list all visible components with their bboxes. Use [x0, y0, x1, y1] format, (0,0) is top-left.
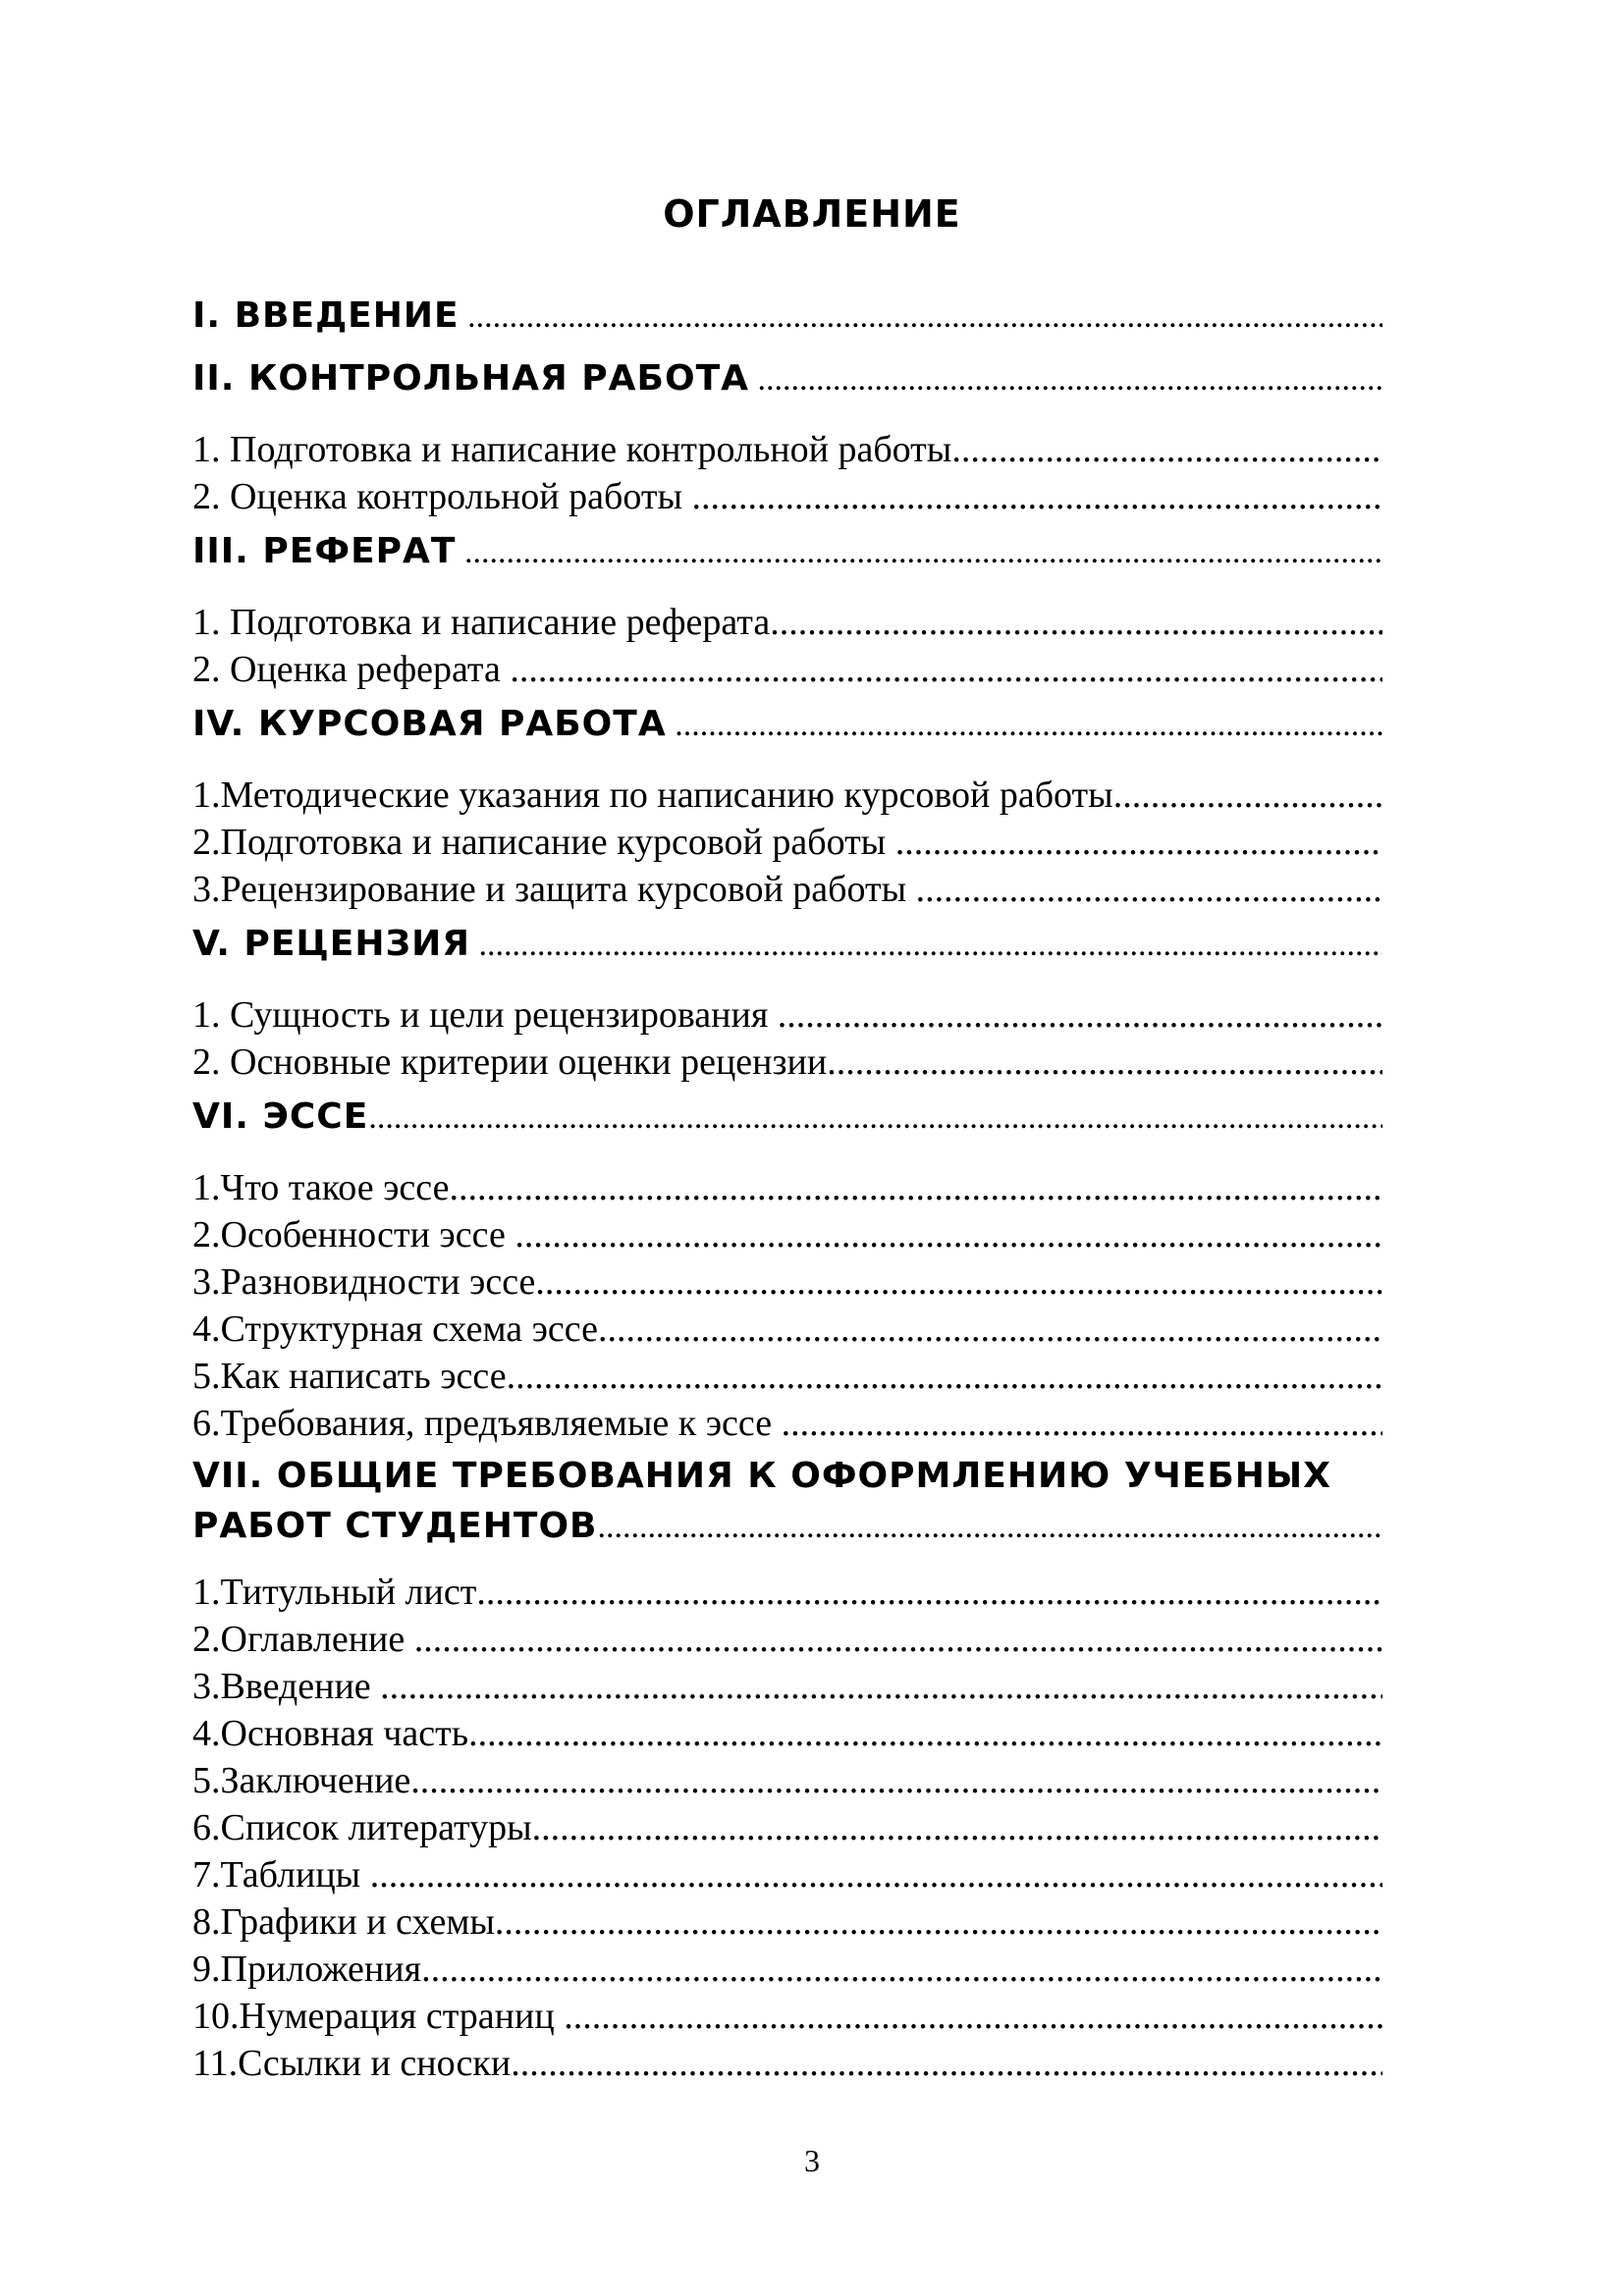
- toc-entry-text: Структурная схема эссе: [220, 1308, 598, 1350]
- toc-entry-number: 4.: [192, 1308, 221, 1350]
- toc-entry[interactable]: [192, 772, 1382, 819]
- toc-heading-text: I. ВВЕДЕНИЕ: [192, 295, 460, 336]
- dot-leader: [916, 866, 1382, 913]
- dot-leader: [667, 694, 1382, 756]
- toc-entry-number: 1.: [192, 602, 221, 643]
- dot-leader: [507, 1353, 1382, 1400]
- toc-entry[interactable]: [192, 2040, 1382, 2087]
- toc-entry-number: 10.: [192, 1996, 240, 2037]
- toc-entry-text: Особенности эссе: [220, 1214, 506, 1255]
- toc-entry[interactable]: [192, 819, 1382, 866]
- toc-entry-text: Введение: [220, 1666, 371, 1707]
- toc-entry[interactable]: [192, 991, 1382, 1039]
- toc-section-heading[interactable]: [192, 520, 1382, 583]
- dot-leader: [380, 1663, 1382, 1710]
- dot-leader: [827, 1039, 1382, 1086]
- toc-entry[interactable]: [192, 1946, 1382, 1993]
- toc-entry-number: 1.: [192, 429, 221, 470]
- toc-entry-text: Графики и схемы: [220, 1901, 495, 1943]
- toc-entry-number: 2.: [192, 476, 221, 517]
- toc-entry[interactable]: [192, 1569, 1382, 1616]
- toc-entry-text: Титульный лист: [220, 1572, 477, 1613]
- toc-entry[interactable]: [192, 1757, 1382, 1804]
- toc-entry-number: 9.: [192, 1949, 221, 1990]
- toc-heading-text: VII. ОБЩИЕ ТРЕБОВАНИЯ К ОФОРМЛЕНИЮ УЧЕБНЫХ: [192, 1456, 1331, 1496]
- toc-entry[interactable]: [192, 1353, 1382, 1400]
- toc-entry-number: 4.: [192, 1713, 221, 1754]
- toc-entry-text: Заключение: [220, 1760, 411, 1801]
- toc-entry-number: 2.: [192, 1041, 221, 1083]
- dot-leader: [598, 1501, 1383, 1553]
- toc-entry-number: 1.: [192, 774, 221, 816]
- toc-entry[interactable]: [192, 473, 1382, 520]
- toc-entry-number: 8.: [192, 1901, 221, 1943]
- dot-leader: [895, 819, 1382, 866]
- toc-entry-text: Оценка реферата: [230, 649, 501, 690]
- toc-entry[interactable]: [192, 1710, 1382, 1757]
- toc-section-heading[interactable]: [192, 913, 1382, 976]
- toc-entry-number: 1.: [192, 994, 221, 1036]
- dot-leader: [368, 1087, 1382, 1148]
- toc-entry[interactable]: [192, 1898, 1382, 1946]
- toc-entry-text: Оглавление: [220, 1619, 406, 1660]
- dot-leader: [564, 1993, 1382, 2040]
- dot-leader: [1113, 772, 1382, 819]
- toc-entry-number: 3.: [192, 869, 221, 910]
- dot-leader: [468, 1710, 1382, 1757]
- toc-entry[interactable]: [192, 866, 1382, 913]
- toc-entry[interactable]: [192, 1164, 1382, 1211]
- dot-leader: [511, 2040, 1382, 2087]
- dot-leader: [951, 426, 1382, 473]
- dot-leader: [782, 1400, 1382, 1447]
- toc-entry-number: 2.: [192, 1214, 221, 1255]
- toc-entry-text: Приложения: [220, 1949, 422, 1990]
- toc-entry[interactable]: [192, 1211, 1382, 1258]
- toc-entry-number: 2.: [192, 822, 221, 863]
- toc-entry-text: Что такое эссе: [220, 1167, 450, 1208]
- dot-leader: [770, 599, 1382, 646]
- page-number: 3: [804, 2143, 820, 2178]
- dot-leader: [456, 521, 1382, 583]
- dot-leader: [749, 348, 1382, 410]
- toc-entry-text: Оценка контрольной работы: [230, 476, 682, 517]
- toc-entry-number: 1.: [192, 1572, 221, 1613]
- dot-leader: [449, 1164, 1382, 1211]
- toc-section-heading[interactable]: [192, 1086, 1382, 1148]
- toc-entry[interactable]: [192, 1039, 1382, 1086]
- toc-entry-text: Методические указания по написанию курсовой работы: [220, 774, 1113, 816]
- toc-entry-number: 11.: [192, 2043, 239, 2084]
- toc-entry[interactable]: [192, 426, 1382, 473]
- toc-entry[interactable]: [192, 1851, 1382, 1898]
- toc-entry[interactable]: [192, 1306, 1382, 1353]
- dot-leader: [460, 286, 1382, 347]
- dot-leader: [476, 1569, 1382, 1616]
- toc-entry-number: 1.: [192, 1167, 221, 1208]
- toc-section-heading[interactable]: [192, 347, 1382, 410]
- toc-entry-number: 5.: [192, 1356, 221, 1397]
- dot-leader: [514, 1211, 1382, 1258]
- toc-entry-text: Ссылки и сноски: [238, 2043, 512, 2084]
- toc-entry[interactable]: [192, 599, 1382, 646]
- toc-section-heading[interactable]: [192, 693, 1382, 756]
- toc-entry-number: 2.: [192, 649, 221, 690]
- dot-leader: [410, 1757, 1382, 1804]
- toc-heading-text: V. РЕЦЕНЗИЯ: [192, 924, 470, 964]
- toc-entry-text: Требования, предъявляемые к эссе: [220, 1403, 773, 1444]
- dot-leader: [470, 914, 1382, 976]
- toc-entry[interactable]: [192, 1663, 1382, 1710]
- toc-entry-number: 6.: [192, 1807, 221, 1848]
- toc-entry-text: Нумерация страниц: [239, 1996, 555, 2037]
- toc-entry-number: 3.: [192, 1261, 221, 1303]
- toc-entry[interactable]: [192, 1400, 1382, 1447]
- toc-section-heading[interactable]: [192, 285, 1382, 347]
- toc-entry[interactable]: [192, 1804, 1382, 1851]
- toc-heading-text: III. РЕФЕРАТ: [192, 531, 457, 571]
- dot-leader: [370, 1851, 1382, 1898]
- toc-section-heading[interactable]: [192, 1453, 1382, 1553]
- dot-leader: [510, 646, 1382, 693]
- toc-entry[interactable]: [192, 1258, 1382, 1306]
- toc-entry-text: Таблицы: [220, 1854, 361, 1896]
- table-of-contents: [192, 285, 1382, 2087]
- toc-entry-text: Рецензирование и защита курсовой работы: [220, 869, 907, 910]
- toc-entry-text: Сущность и цели рецензирования: [230, 994, 769, 1036]
- toc-heading-text: II. КОНТРОЛЬНАЯ РАБОТА: [192, 358, 749, 399]
- toc-heading-text: VI. ЭССЕ: [192, 1096, 369, 1137]
- dot-leader: [532, 1804, 1382, 1851]
- toc-entry-text: Разновидности эссе: [220, 1261, 536, 1303]
- toc-entry-number: 3.: [192, 1666, 221, 1707]
- toc-entry-number: 6.: [192, 1403, 221, 1444]
- toc-entry-text: Список литературы: [220, 1807, 532, 1848]
- dot-leader: [414, 1616, 1382, 1663]
- toc-entry-text: Как написать эссе: [220, 1356, 507, 1397]
- dot-leader: [495, 1898, 1382, 1946]
- toc-entry-text: Подготовка и написание контрольной работы: [230, 429, 952, 470]
- toc-heading-text: РАБОТ СТУДЕНТОВ: [192, 1506, 598, 1546]
- toc-entry[interactable]: [192, 646, 1382, 693]
- toc-entry-text: Подготовка и написание курсовой работы: [220, 822, 887, 863]
- dot-leader: [598, 1306, 1382, 1353]
- toc-entry-text: Основная часть: [220, 1713, 469, 1754]
- dot-leader: [421, 1946, 1382, 1993]
- toc-entry-text: Основные критерии оценки рецензии: [230, 1041, 828, 1083]
- dot-leader: [778, 991, 1382, 1039]
- toc-entry-number: 7.: [192, 1854, 221, 1896]
- dot-leader: [535, 1258, 1382, 1306]
- toc-entry[interactable]: [192, 1616, 1382, 1663]
- toc-entry-number: 2.: [192, 1619, 221, 1660]
- toc-entry-text: Подготовка и написание реферата: [230, 602, 771, 643]
- toc-heading-text: IV. КУРСОВАЯ РАБОТА: [192, 704, 667, 744]
- toc-entry-number: 5.: [192, 1760, 221, 1801]
- dot-leader: [691, 473, 1382, 520]
- toc-entry[interactable]: [192, 1993, 1382, 2040]
- page-title: ОГЛАВЛЕНИЕ: [663, 192, 961, 236]
